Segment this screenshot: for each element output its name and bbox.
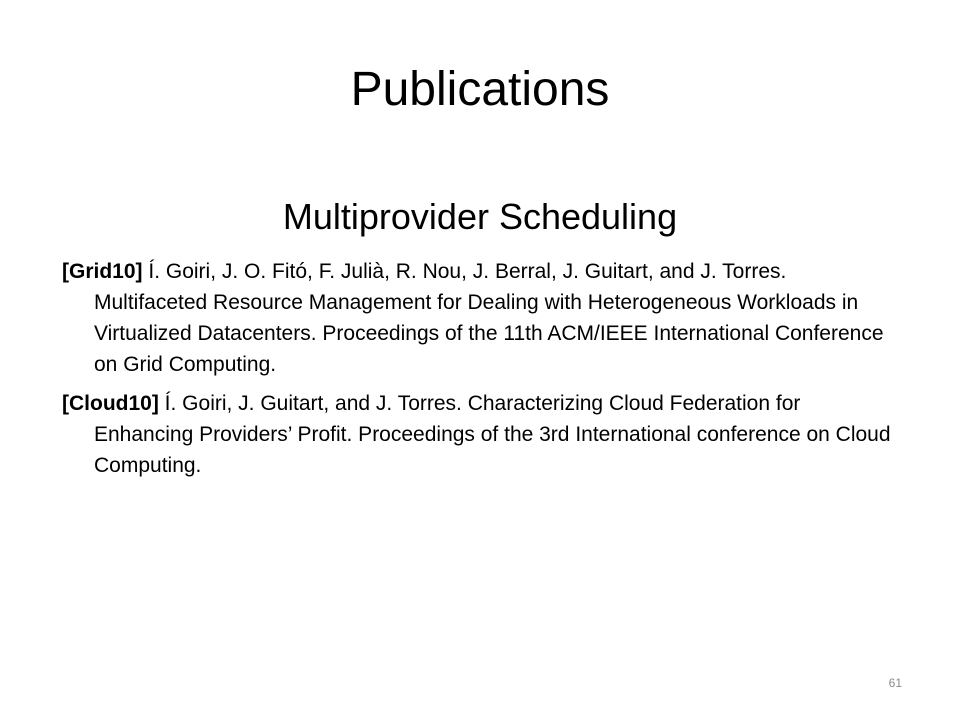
reference-key: [Grid10] bbox=[62, 260, 143, 283]
slide-subtitle: Multiprovider Scheduling bbox=[282, 196, 678, 237]
slide-title: Publications bbox=[350, 63, 610, 116]
reference-text: Í. Goiri, J. O. Fitó, F. Julià, R. Nou, J. Berral, J. Guitart, and J. Torres. Multifaceted Resource Management for Dealing with Heterogeneous Workloads in Virtualized Datacenters. Proceedings of the 11th ACM/IEEE International Conference on Grid Computing. bbox=[94, 260, 884, 376]
reference-list bbox=[62, 256, 902, 489]
reference-item bbox=[62, 256, 902, 380]
reference-item bbox=[62, 388, 902, 481]
reference-text: Í. Goiri, J. Guitart, and J. Torres. Characterizing Cloud Federation for Enhancing Providers’ Profit. Proceedings of the 3rd International conference on Cloud Computing. bbox=[94, 392, 891, 477]
page-number: 61 bbox=[888, 676, 902, 690]
reference-key: [Cloud10] bbox=[62, 392, 159, 415]
